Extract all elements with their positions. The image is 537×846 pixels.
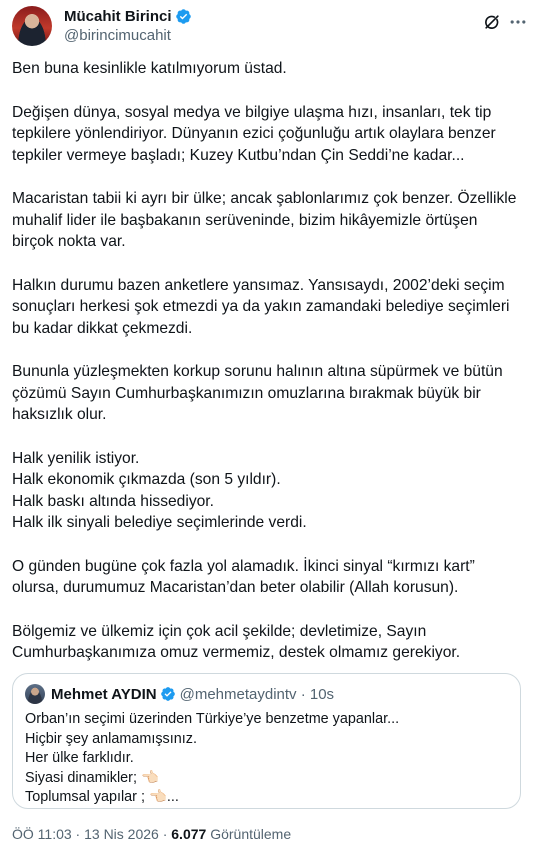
tweet-text xyxy=(12,58,527,686)
text-line: Halk baskı altında hissediyor. xyxy=(12,492,214,510)
text-line: Ben buna kesinlikle katılmıyorum üstad. xyxy=(12,60,287,77)
text-line: Halk ilk sinyali belediye seçimlerinde verdi. xyxy=(12,514,307,531)
text-line: Değişen dünya, sosyal medya ve bilgiye ulaşma hızı, insanları, tek tip xyxy=(12,103,492,121)
verified-badge-icon xyxy=(175,8,192,25)
grok-icon[interactable] xyxy=(482,12,502,32)
quoted-text-line: Hiçbir şey anlamamışsınız. xyxy=(25,730,197,747)
views-label: Görüntüleme xyxy=(206,826,292,842)
more-options-icon[interactable] xyxy=(508,12,528,32)
text-line: Macaristan tabii ki ayrı bir ülke; ancak şablonlarımız çok benzer. Özellikle xyxy=(12,190,517,207)
quoted-text-line: Her ülke farklıdır. xyxy=(25,750,134,766)
text-line: haksızlık olur. xyxy=(12,406,107,423)
tweet-paragraph xyxy=(12,275,527,340)
quoted-author-handle: @mehmetaydintv · 10s xyxy=(179,685,335,703)
text-line: olursa, durumumuz Macaristan’dan beter olabilir (Allah korusun). xyxy=(12,579,459,596)
quoted-author-avatar xyxy=(25,684,45,704)
text-line: Halkın durumu bazen anketlere yansımaz. Yansısaydı, 2002’deki seçim xyxy=(12,276,505,294)
quoted-text-line: Orban’ın seçimi üzerinden Türkiye’ye benzetme yapanlar... xyxy=(25,711,400,727)
tweet-paragraph xyxy=(12,58,527,80)
author-avatar[interactable] xyxy=(12,6,52,46)
text-line: Halk ekonomik çıkmazda (son 5 yıldır). xyxy=(12,471,281,488)
text-line: birçok nokta var. xyxy=(12,233,126,250)
quoted-text-line: Siyasi dinamikler; 👈🏻 xyxy=(25,769,159,786)
author-name[interactable]: Mücahit Birinci xyxy=(64,8,172,25)
author-name-row[interactable] xyxy=(64,8,192,25)
quoted-tweet-header xyxy=(25,684,334,704)
text-line: Cumhurbaşkanımıza omuz vermemiz, destek olmamız gerekiyor. xyxy=(12,644,461,661)
tweet-paragraph xyxy=(12,448,527,534)
text-line: Bölgemiz ve ülkemiz için çok acil şekilde; devletimize, Sayın xyxy=(12,622,427,640)
tweet-paragraph xyxy=(12,361,527,426)
tweet-paragraph xyxy=(12,556,527,599)
text-line: tepkilere yönlendiriyor. Dünyanın ezici çoğunluğu artık olaylara benzer xyxy=(12,125,496,142)
text-line: bu kadar dikkat çekmezdi. xyxy=(12,319,193,337)
text-line: Bununla yüzleşmekten korkup sorunu halının altına süpürmek ve bütün xyxy=(12,363,503,380)
verified-badge-icon xyxy=(160,686,176,702)
tweet-paragraph xyxy=(12,621,527,664)
text-line: tepkiler vermeye başladı; Kuzey Kutbu’ndan Çin Seddi’ne kadar... xyxy=(12,146,465,164)
text-line: muhalif lider ile başbakanın serüveninde, bizim hikâyemizle örtüşen xyxy=(12,211,478,229)
quoted-tweet[interactable] xyxy=(12,673,521,809)
quoted-author-name: Mehmet AYDIN xyxy=(51,685,157,703)
tweet-timestamp[interactable]: ÖÖ 11:03 · 13 Nis 2026 · xyxy=(12,826,172,842)
text-line: çözümü Sayın Cumhurbaşkanımızın omuzlarına bırakmak büyük bir xyxy=(12,384,481,402)
tweet-header xyxy=(12,6,525,46)
quoted-text-line: Toplumsal yapılar ; 👈🏻... xyxy=(25,789,179,805)
quoted-tweet-text xyxy=(25,710,510,808)
tweet-meta xyxy=(12,826,291,842)
tweet-paragraph xyxy=(12,188,527,253)
tweet-paragraph xyxy=(12,102,527,167)
author-handle[interactable]: @birincimucahit xyxy=(64,27,171,44)
text-line: sonuçları herkesi şok etmezdi ya da yakın zamandaki belediye seçimleri xyxy=(12,298,510,315)
text-line: Halk yenilik istiyor. xyxy=(12,449,140,467)
views-count[interactable]: 6.077 xyxy=(171,826,207,842)
text-line: O günden bugüne çok fazla yol alamadık. İkinci sinyal “kırmızı kart” xyxy=(12,557,475,575)
